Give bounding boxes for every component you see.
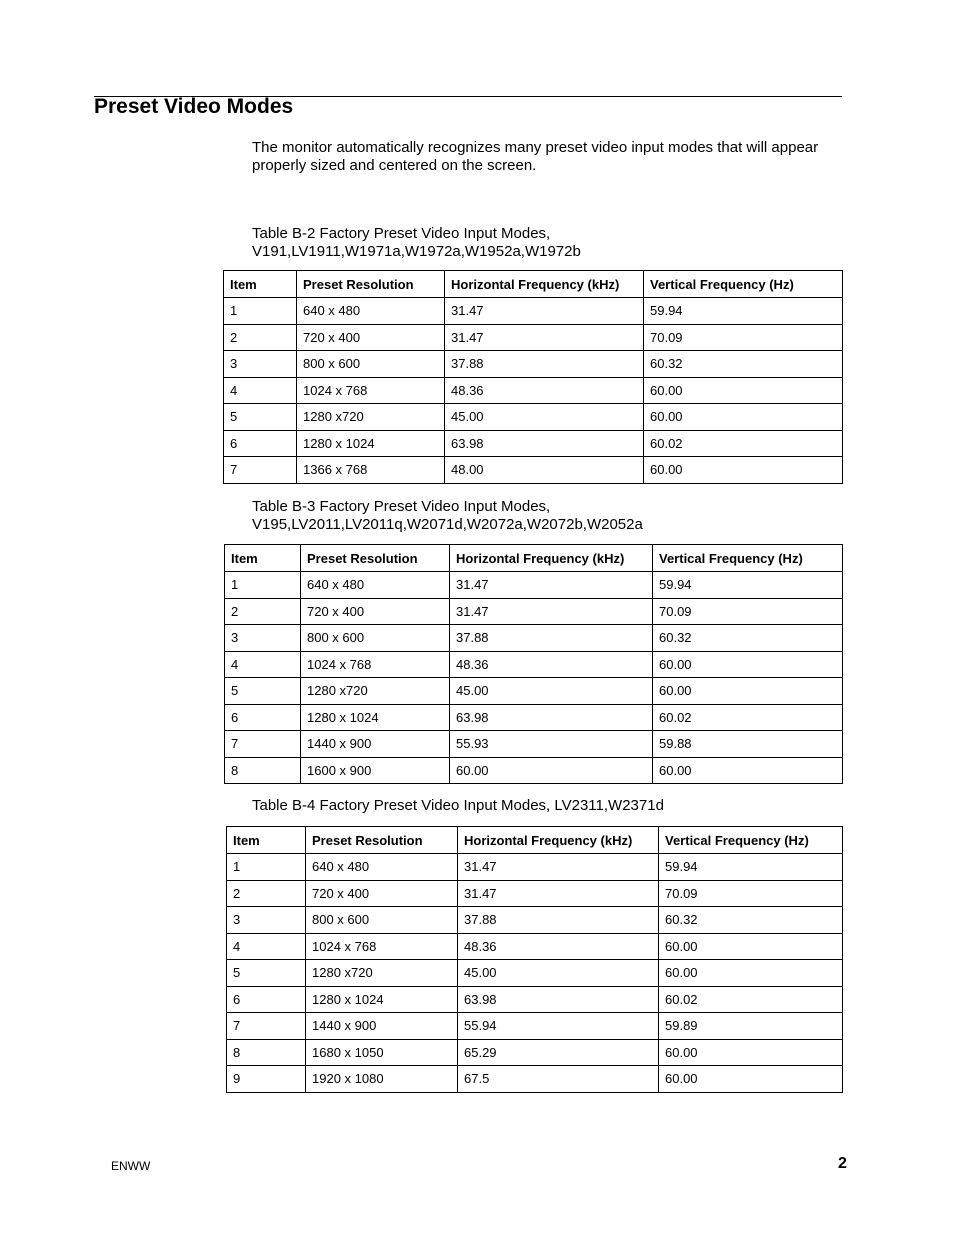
- cell-item: 5: [224, 404, 297, 431]
- column-header-resolution: Preset Resolution: [301, 545, 450, 572]
- cell-h-freq: 31.47: [450, 572, 653, 599]
- cell-resolution: 1024 x 768: [306, 933, 458, 960]
- cell-resolution: 1024 x 768: [301, 651, 450, 678]
- cell-resolution: 1600 x 900: [301, 757, 450, 784]
- cell-v-freq: 60.32: [659, 907, 843, 934]
- column-header-h-freq: Horizontal Frequency (kHz): [450, 545, 653, 572]
- table-row: [225, 757, 843, 784]
- intro-paragraph: The monitor automatically recognizes many preset video input modes that will appear properly sized and centered on the screen.: [252, 139, 819, 174]
- cell-resolution: 1280 x 1024: [297, 430, 445, 457]
- cell-v-freq: 60.00: [659, 1066, 843, 1093]
- cell-v-freq: 59.94: [659, 854, 843, 881]
- cell-h-freq: 63.98: [450, 704, 653, 731]
- cell-h-freq: 60.00: [450, 757, 653, 784]
- table-row: [227, 986, 843, 1013]
- cell-resolution: 1280 x720: [301, 678, 450, 705]
- table-b4-caption-line1: Table B-4 Factory Preset Video Input Modes, LV2311,W2371d: [252, 797, 664, 814]
- cell-resolution: 640 x 480: [297, 298, 445, 325]
- table-b4-caption: [252, 797, 664, 815]
- cell-item: 5: [227, 960, 306, 987]
- cell-h-freq: 45.00: [445, 404, 644, 431]
- column-header-item: Item: [225, 545, 301, 572]
- table-row: [227, 1039, 843, 1066]
- table-b3-caption-line2: V195,LV2011,LV2011q,W2071d,W2072a,W2072b,W2052a: [252, 516, 643, 533]
- column-header-resolution: Preset Resolution: [297, 271, 445, 298]
- table-row: [227, 960, 843, 987]
- cell-resolution: 1680 x 1050: [306, 1039, 458, 1066]
- cell-h-freq: 48.36: [450, 651, 653, 678]
- cell-item: 5: [225, 678, 301, 705]
- cell-resolution: 1024 x 768: [297, 377, 445, 404]
- cell-item: 1: [227, 854, 306, 881]
- table-row: [224, 404, 843, 431]
- cell-h-freq: 31.47: [445, 298, 644, 325]
- cell-item: 3: [224, 351, 297, 378]
- column-header-v-freq: Vertical Frequency (Hz): [653, 545, 843, 572]
- cell-item: 3: [225, 625, 301, 652]
- cell-h-freq: 45.00: [450, 678, 653, 705]
- cell-v-freq: 70.09: [659, 880, 843, 907]
- table-header-row: [224, 271, 843, 298]
- cell-item: 2: [225, 598, 301, 625]
- table-row: [225, 651, 843, 678]
- cell-h-freq: 48.36: [458, 933, 659, 960]
- cell-h-freq: 37.88: [445, 351, 644, 378]
- footer-doc-code: ENWW: [111, 1159, 151, 1173]
- cell-resolution: 800 x 600: [301, 625, 450, 652]
- cell-item: 6: [227, 986, 306, 1013]
- table-row: [225, 678, 843, 705]
- cell-v-freq: 59.89: [659, 1013, 843, 1040]
- table-row: [224, 324, 843, 351]
- table-row: [225, 731, 843, 758]
- cell-h-freq: 55.93: [450, 731, 653, 758]
- cell-h-freq: 37.88: [450, 625, 653, 652]
- column-header-v-freq: Vertical Frequency (Hz): [644, 271, 843, 298]
- table-b2-caption: [252, 225, 581, 261]
- cell-resolution: 1366 x 768: [297, 457, 445, 484]
- table-row: [227, 854, 843, 881]
- table-b3-caption: [252, 498, 643, 534]
- cell-resolution: 1920 x 1080: [306, 1066, 458, 1093]
- cell-v-freq: 60.32: [644, 351, 843, 378]
- cell-v-freq: 60.02: [644, 430, 843, 457]
- cell-item: 4: [225, 651, 301, 678]
- cell-v-freq: 70.09: [653, 598, 843, 625]
- cell-h-freq: 31.47: [458, 880, 659, 907]
- cell-v-freq: 60.00: [653, 651, 843, 678]
- table-b4: [226, 826, 843, 1093]
- cell-v-freq: 60.32: [653, 625, 843, 652]
- column-header-item: Item: [227, 827, 306, 854]
- table-row: [225, 572, 843, 599]
- cell-h-freq: 65.29: [458, 1039, 659, 1066]
- cell-resolution: 800 x 600: [306, 907, 458, 934]
- cell-resolution: 720 x 400: [297, 324, 445, 351]
- cell-v-freq: 60.00: [659, 1039, 843, 1066]
- cell-h-freq: 31.47: [445, 324, 644, 351]
- cell-item: 4: [227, 933, 306, 960]
- cell-v-freq: 60.00: [653, 757, 843, 784]
- table-b3-caption-line1: Table B-3 Factory Preset Video Input Modes,: [252, 498, 551, 515]
- table-row: [227, 1066, 843, 1093]
- cell-item: 6: [225, 704, 301, 731]
- table-row: [225, 704, 843, 731]
- cell-h-freq: 31.47: [458, 854, 659, 881]
- table-row: [225, 625, 843, 652]
- column-header-v-freq: Vertical Frequency (Hz): [659, 827, 843, 854]
- table-row: [224, 430, 843, 457]
- cell-resolution: 1280 x 1024: [301, 704, 450, 731]
- cell-h-freq: 48.00: [445, 457, 644, 484]
- cell-item: 7: [227, 1013, 306, 1040]
- cell-v-freq: 60.00: [659, 960, 843, 987]
- cell-resolution: 640 x 480: [301, 572, 450, 599]
- cell-v-freq: 60.00: [644, 457, 843, 484]
- cell-item: 1: [225, 572, 301, 599]
- cell-resolution: 800 x 600: [297, 351, 445, 378]
- table-b3: [224, 544, 843, 784]
- table-row: [224, 377, 843, 404]
- cell-item: 3: [227, 907, 306, 934]
- cell-resolution: 1280 x720: [297, 404, 445, 431]
- cell-v-freq: 60.00: [653, 678, 843, 705]
- table-row: [227, 933, 843, 960]
- cell-h-freq: 63.98: [445, 430, 644, 457]
- cell-item: 2: [224, 324, 297, 351]
- column-header-item: Item: [224, 271, 297, 298]
- cell-h-freq: 63.98: [458, 986, 659, 1013]
- cell-resolution: 720 x 400: [301, 598, 450, 625]
- cell-resolution: 1280 x 1024: [306, 986, 458, 1013]
- column-header-h-freq: Horizontal Frequency (kHz): [458, 827, 659, 854]
- cell-h-freq: 55.94: [458, 1013, 659, 1040]
- cell-v-freq: 60.02: [653, 704, 843, 731]
- page-number: 2: [838, 1155, 847, 1172]
- column-header-h-freq: Horizontal Frequency (kHz): [445, 271, 644, 298]
- cell-v-freq: 60.00: [659, 933, 843, 960]
- cell-v-freq: 60.00: [644, 377, 843, 404]
- cell-item: 7: [225, 731, 301, 758]
- cell-h-freq: 45.00: [458, 960, 659, 987]
- table-row: [224, 298, 843, 325]
- cell-h-freq: 48.36: [445, 377, 644, 404]
- cell-item: 9: [227, 1066, 306, 1093]
- table-row: [227, 1013, 843, 1040]
- table-b2-caption-line1: Table B-2 Factory Preset Video Input Modes,: [252, 225, 551, 242]
- table-row: [227, 880, 843, 907]
- table-row: [224, 457, 843, 484]
- cell-h-freq: 37.88: [458, 907, 659, 934]
- table-header-row: [225, 545, 843, 572]
- cell-item: 8: [225, 757, 301, 784]
- cell-resolution: 640 x 480: [306, 854, 458, 881]
- cell-item: 8: [227, 1039, 306, 1066]
- cell-resolution: 1280 x720: [306, 960, 458, 987]
- cell-resolution: 1440 x 900: [306, 1013, 458, 1040]
- column-header-resolution: Preset Resolution: [306, 827, 458, 854]
- cell-item: 1: [224, 298, 297, 325]
- cell-item: 2: [227, 880, 306, 907]
- table-row: [224, 351, 843, 378]
- table-header-row: [227, 827, 843, 854]
- cell-v-freq: 70.09: [644, 324, 843, 351]
- cell-h-freq: 31.47: [450, 598, 653, 625]
- cell-v-freq: 59.88: [653, 731, 843, 758]
- table-row: [225, 598, 843, 625]
- table-row: [227, 907, 843, 934]
- cell-resolution: 720 x 400: [306, 880, 458, 907]
- cell-v-freq: 59.94: [644, 298, 843, 325]
- cell-v-freq: 60.02: [659, 986, 843, 1013]
- page-title: Preset Video Modes: [94, 95, 294, 118]
- cell-h-freq: 67.5: [458, 1066, 659, 1093]
- cell-item: 6: [224, 430, 297, 457]
- cell-resolution: 1440 x 900: [301, 731, 450, 758]
- table-b2: [223, 270, 843, 484]
- cell-item: 7: [224, 457, 297, 484]
- table-b2-caption-line2: V191,LV1911,W1971a,W1972a,W1952a,W1972b: [252, 243, 581, 260]
- cell-v-freq: 60.00: [644, 404, 843, 431]
- cell-item: 4: [224, 377, 297, 404]
- cell-v-freq: 59.94: [653, 572, 843, 599]
